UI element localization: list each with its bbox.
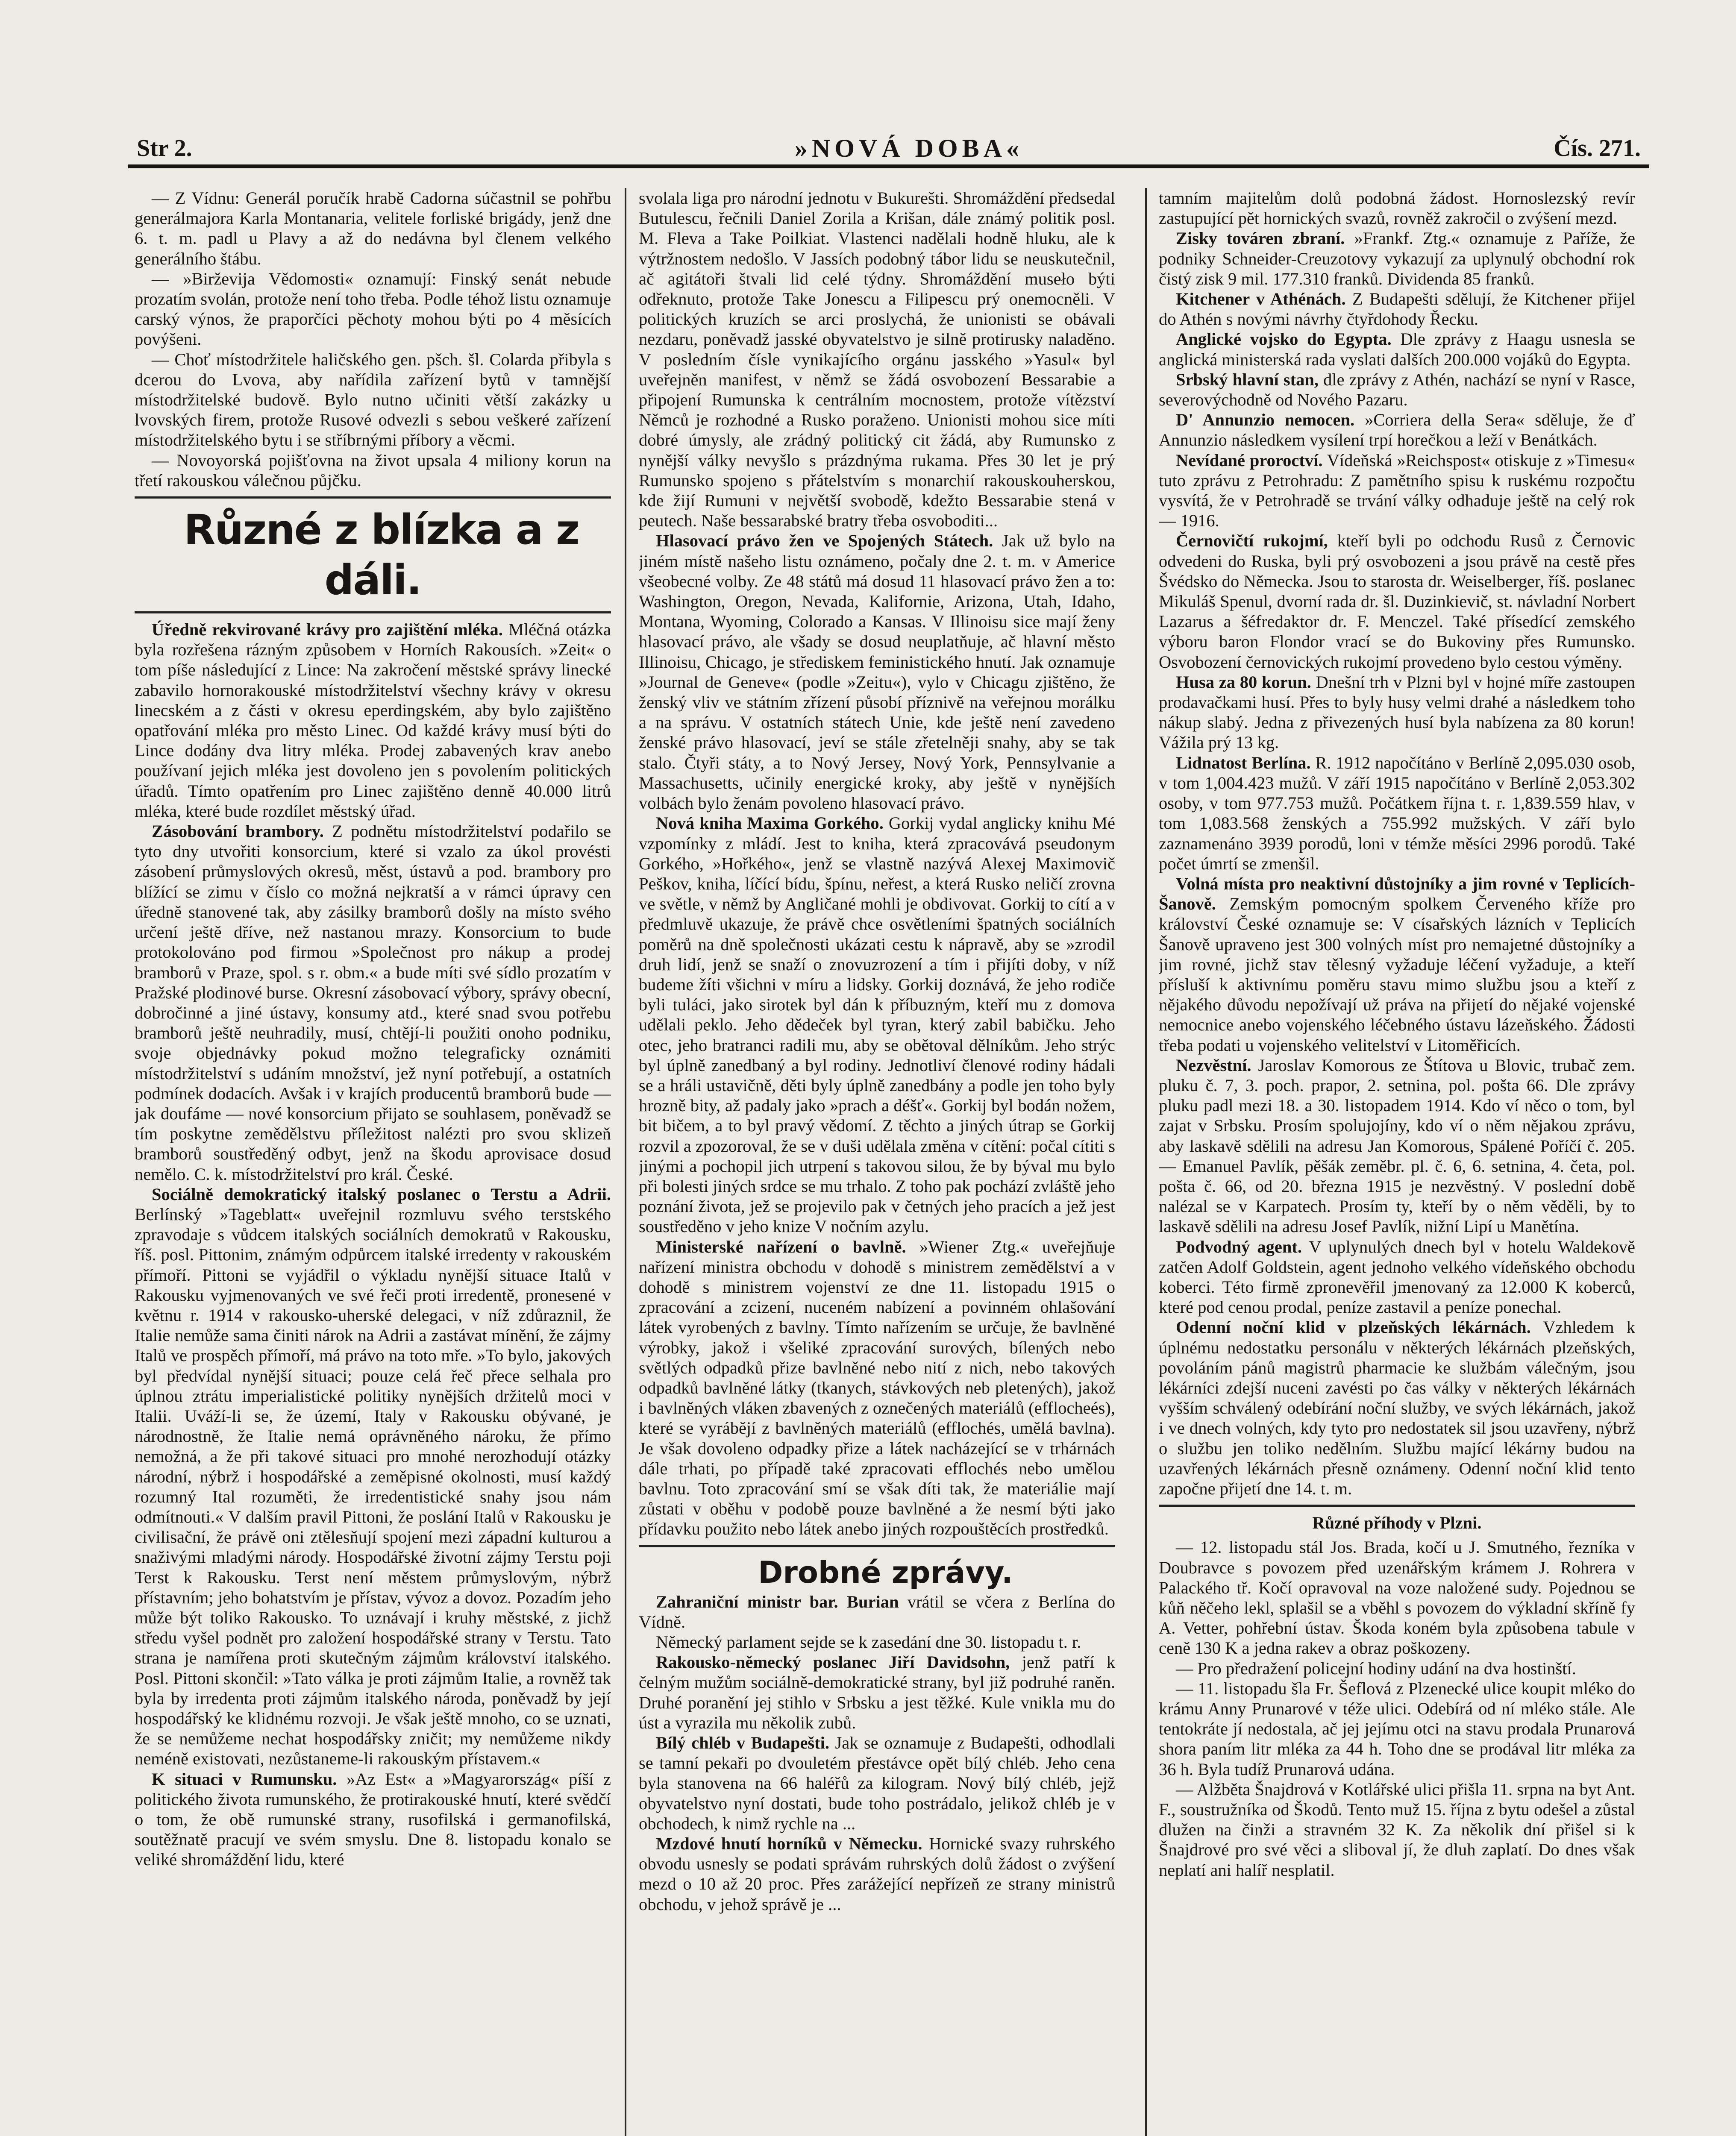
news-item: — Novoyorská pojišťovna na život upsala 4 miliony korun na třetí rakouskou válečnou půjčku. bbox=[135, 450, 611, 490]
article-body: Mléčná otázka byla rozřešena rázným způsobem v Horních Rakousích. »Zeit« o tom píše následující z Lince: Na zakročení městské správy linecké zabavilo hornorakouské místodržitelství všechny krávy v okresu linecském a z části v okresu eperdingském, aby bylo zajištěno opatřování mléka pro město Linec. Od každé krávy musí býti do Lince dodány dva litry mléka. Prodej zabavených krav anebo používaní jejich mléka jest dovoleno jen s povolením politických úřadů. Tímto opatřením pro Linec zajištěno denně 40.000 litrů mléka, které bude rozdílet městský úřad. bbox=[135, 620, 611, 821]
article bbox=[1159, 450, 1635, 531]
article bbox=[1159, 370, 1635, 410]
brief bbox=[639, 1652, 1115, 1733]
article-body: Vídeňská »Reichspost« otiskuje z »Timesu« tuto zprávu z Petrohradu: Z pamětního spisu k ruskému rozpočtu vysvítá, že v Petrohradě se trvání války odhaduje ještě na celý rok — 1916. bbox=[1159, 450, 1635, 531]
brief bbox=[639, 1632, 1115, 1652]
brief-body: vrátil se včera z Berlína do Vídně. bbox=[639, 1592, 1115, 1631]
divider bbox=[135, 496, 611, 499]
section-title: Různé z blízka a z dáli. bbox=[184, 506, 579, 604]
article bbox=[1159, 410, 1635, 450]
article-head: K situaci v Rumunsku. bbox=[152, 1769, 337, 1789]
local-item: — Alžběta Šnajdrová v Kotlářské ulici přišla 11. srpna na byt Ant. F., soustružníka od Škodů. Tento muž 15. října z bytu odešel a zůstal dlužen na činži a stravném 32 K. Za několik dní přišel si k Šnajdrové pro své věci a sliboval jí, že dluh zaplatí. Do dnes však neplatí ani halíř nesplatil. bbox=[1159, 1779, 1635, 1880]
article-head: Husa za 80 korun. bbox=[1176, 672, 1311, 692]
article-head: Sociálně demokratický italský poslanec o Terstu a Adrii. bbox=[152, 1184, 611, 1204]
article-body: Dle zprávy z Haagu usnesla se anglická ministerská rada vyslati dalších 200.000 vojáků do Egypta. bbox=[1159, 329, 1635, 369]
section-title: Různé příhody v Plzni. bbox=[1312, 1513, 1482, 1533]
article-body: Jaroslav Komorous ze Štítova u Blovic, trubač zem. pluku č. 7, 3. poch. prapor, 2. setnina, pol. pošta 66. Dle zprávy pluku padl mezi 18. a 30. listopadem 1914. Kdo ví něco o tom, byl zajat v Srbsku. Prosím spolujojíny, kdo ví o něm nějakou zprávu, aby laskavě sdělili na adresu Jan Komorous, Spálené Poříčí č. 205. — Emanuel Pavlík, pěšák zeměbr. pl. č. 6, 6. setnina, 4. četa, pol. pošta č. 66, od 20. března 1915 je nezvěstný. V poslední době nalézal se v Karpatech. Prosím ty, kteří by o něm věděli, by to laskavě sdělili na adresu Josef Pavlík, nižní Lipí u Manětína. bbox=[1159, 1055, 1635, 1236]
article bbox=[135, 1769, 611, 1870]
news-item: — Choť místodržitele haličského gen. pšch. šl. Colarda přibyla s dcerou do Lvova, aby nařídila zařízení bytů v tamnější místodržitelské budově. Bylo nutno učiniti větší zakázky u lvovských firem, protože Rusové odvezli s sebou veškeré zařízení místodržitelského bytu i se stříbrnými příbory a věcmi. bbox=[135, 349, 611, 450]
article-head: Lidnatost Berlína. bbox=[1176, 753, 1311, 772]
article bbox=[1159, 1317, 1635, 1499]
brief-head: Mzdové hnutí horníků v Německu. bbox=[656, 1834, 922, 1854]
local-item: — Pro předražení policejní hodiny udání na dva hostinští. bbox=[1176, 1658, 1576, 1678]
article-head: Hlasovací právo žen ve Spojených Státech. bbox=[656, 531, 993, 551]
article-head: Zásobování brambory. bbox=[152, 822, 324, 841]
article-body: »Corriera della Sera« sděluje, že ď Annunzio následkem vysílení trpí horečkou a leží v Benátkách. bbox=[1159, 410, 1635, 450]
article-body: Z podnětu místodržitelství podařilo se tyto dny utvořiti konsorcium, které si vzalo za úkol provésti zásobení průmyslových okresů, měst, ústavů a pod. brambory pro blížící se zimu v číslo co možná nejkratší a v rámci úpravy cen úředně stanovené tak, aby zásilky bramborů došly na místo svého určení ještě dříve, než nastanou mrazy. Konsorcium to bude protokolováno pod firmou »Společnost pro nákup a prodej bramborů v Praze, spol. s r. obm.« a bude míti své sídlo prozatím v Pražské plodinové burse. Okresní zásobovací výbory, správy obecní, dobročinné a jiné ústavy, konsumy atd., které snad svou potřebu bramborů ještě neuhradily, musí, chtějí-li použiti onoho podniku, svoje objednávky pokud možno telegraficky oznámiti místodržitelství s udáním množství, jež nyní potřebují, a ostatních podmínek dodacích. Avšak i v krajích producentů bramborů bude — jak doufáme — nové konsorcium přijato se souhlasem, poněvadž se tím poskytne zemědělstvu příležitost nalézti pro svou sklizeň bramborů soustředěný odbyt, jenž na škodu aprovisace dosud nemělo. C. k. místodržitelství pro král. České. bbox=[135, 822, 611, 1184]
article-head: Černovičtí rukojmí, bbox=[1176, 531, 1328, 551]
article-body: Zemským pomocným spolkem Červeného kříže pro království České oznamuje se: V císařských lázních v Teplicích Šanově upraveno jest 300 volných míst pro nemajetné důstojníky a jim rovné, jichž stav tělesný vyžaduje léčení vyžaduje, a kteří přísluší k aktivnímu poměru stavu mimo službu jsou a kteří z nějakého důvodu nepožívají už práva na přijetí do nějaké vojenské nemocnice anebo vojenského léčebného ústavu lázeňského. Žádosti třeba podati u vojenského velitelství v Litoměřicích. bbox=[1159, 894, 1635, 1055]
article-head: Odenní noční klid v plzeňských lékárnách. bbox=[1176, 1317, 1531, 1337]
page-header bbox=[128, 130, 1649, 168]
article-body: kteří byli po odchodu Rusů z Černovic odvedeni do Ruska, byli prý osvobozeni a jsou právě na cestě přes Švédsko do Německa. Jsou to starosta dr. Weiselberger, říš. poslanec Mikuláš Spenul, dvorní rada dr. šl. Duzinkievič, st. návladní Norbert Lazarus a šéfredaktor dr. F. Menczel. Také přísedící zemského výboru baron Flondor vrací se do Bukoviny přes Rumunsko. Osvobození černovických rukojmí provedeno bylo cestou výměny. bbox=[1159, 531, 1635, 672]
brief-body: Hornické svazy ruhrského obvodu usnesly se podati správám ruhrských dolů žádost o zvýšení mezd o 10 až 20 proc. Přes zarážející nepřízeň ze strany ministrů obchodu, v jehož správě je ... bbox=[639, 1834, 1115, 1914]
masthead: »NOVÁ DOBA« bbox=[795, 134, 1024, 162]
article bbox=[135, 619, 611, 821]
column-2 bbox=[639, 188, 1115, 2136]
page-number: Str 2. bbox=[137, 135, 192, 161]
divider bbox=[135, 611, 611, 613]
issue-number: Čís. 271. bbox=[1554, 135, 1641, 161]
article bbox=[135, 821, 611, 1184]
article-body: Berlínský »Tageblatt« uveřejnil rozmluvu svého terstského zpravodaje s vůdcem italských sociálních demokratů v Rakousku, říš. posl. Pittonim, známým odpůrcem italské irredenty v rakouském přímoří. Pittoni se vyjádřil o výkladu nynější situace Italů v Rakousku vyjmenovaných ve své řeči proti irredentě, pronesené v květnu r. 1914 v rakousko-uherské delegaci, v níž zdůraznil, že Italie nemůže sama činiti nárok na Adrii a zastávat mínění, že zájmy Italů ve prospěch přímoří, má právo na toto mře. »To bylo, jakových byl předvídal nynější situaci; pouze celá řeč přece selhala pro úplnou ztrátu imperialistické politiky nynějších držitelů moci v Italii. Uváží-li se, že území, Italy v Rakousku obývané, je národnostně, že Italie nemá oprávněného nároku, že přímo nemožná, a že při takové situaci pro mnohé nerozhodují otázky národní, nýbrž i hospodářské a zeměpisné okolnosti, musí každý rozumný Ital rozuměti, že irredentistické snahy jsou nám odmítnouti.« V dalším pravil Pittoni, že poslání Italů v Rakousku je civilisační, že právě oni ztělesňují spojení mezi západní kulturou a snaživými mladými národy. Hospodářské životní zájmy Terstu poji Terst k Rakousku. Terst není městem průmyslovým, nýbrž přístavním; jeho bohatstvím je přístav, vývoz a dovoz. Pozadím jeho může být toliko Rakousko. To uznávají i kruhy městské, z jichž středu vyšel podnět pro založení hospodářské strany v Terstu. Tato strana je namířena proti skutečným zájmům království italského. Posl. Pittoni skončil: »Tato válka je proti zájmům Italie, a rovněž tak byla by irredenta proti zájmům italského národa, poněvadž by její hospodářský ke klidnému rozvoji. Je však ještě mnoho, co se uznati, že se nemůžeme nechat hospodářsky zničit; my nemůžeme nikdy neméně existovati, nezůstaneme-li rakouským přístavem.« bbox=[135, 1204, 611, 1769]
article bbox=[1159, 874, 1635, 1055]
article bbox=[1159, 753, 1635, 874]
article-head: Nová kniha Maxima Gorkého. bbox=[656, 813, 884, 833]
news-item: — Z Vídnu: Generál poručík hrabě Cadorna súčastnil se pohřbu generálmajora Karla Montanaria, velitele forliské brigády, jenž dne 6. t. m. padl u Plavy a až do nedávna byl členem velkého generálního štábu. bbox=[135, 188, 611, 268]
article-head: Nevídané proroctví. bbox=[1176, 450, 1323, 470]
article-continued: tamním majitelům dolů podobná žádost. Hornoslezský revír zastupující pět hornických svazů, rovněž zakročil o zvýšení mezd. bbox=[1159, 188, 1635, 228]
brief-body: Jak se oznamuje z Budapešti, odhodlali se tamní pekaři po dvouletém přestávce opět bílý chléb. Jeho cena byla stanovena na 66 haléřů za kilogram. Nový bílý chléb, jejž obyvatelstvo nyní dostati, bude toho postrádalo, jelikož chléb je v obchodech, k nimž rychle na ... bbox=[639, 1733, 1115, 1833]
article bbox=[1159, 1055, 1635, 1237]
article-head: Srbský hlavní stan, bbox=[1176, 370, 1319, 389]
article-body: V uplynulých dnech byl v hotelu Waldekově zatčen Adolf Goldstein, agent jednoho velkého vídeňského obchodu koberci. Této firmě zpronevěřil jmenovaný za 12.000 K koberců, které pod cenou prodal, peníze zastavil a peníze ponechal. bbox=[1159, 1237, 1635, 1317]
local-item: — 11. listopadu šla Fr. Šeflová z Plzenecké ulice koupit mléko do krámu Anny Prunarové v téže ulici. Odebírá od ní mléko stále. Ale tentokráte jí nedostala, ač jej jejímu otci na stavu prodala Prunarová shora paním litr mléka za 44 h. Toho dne se prodával litr mléka za 36 h. Byla tudíž Prunarová udána. bbox=[1159, 1678, 1635, 1779]
brief bbox=[639, 1834, 1115, 1914]
column-rule-2 bbox=[1145, 188, 1147, 2136]
brief bbox=[639, 1592, 1115, 1632]
article-body: Vzhledem k úplnému nedostatku personálu v některých lékárnách plzeňských, povoláním pánů magistrů pharmacie ke službám válečným, jsou lékárníci zdejší nuceni zavésti po čas války v některých lékárnách vyšším schválený odebírání noční služby, ve svých lékárnách, jakož i ve dnech volných, kdy tyto pro nedostatek sil jsou uzavřeny, nýbrž o službu jen toliko nedělním. Službu mající lékárny budou na uzavřených lékárnách přesně oznámeny. Odenní noční klid tento započne přijetí dne 14. t. m. bbox=[1159, 1317, 1635, 1498]
brief-head: Zahraniční ministr bar. Burian bbox=[656, 1592, 899, 1611]
brief bbox=[639, 1733, 1115, 1834]
divider bbox=[639, 1545, 1115, 1547]
article-head: Nezvěstní. bbox=[1176, 1055, 1251, 1075]
article bbox=[1159, 329, 1635, 369]
news-item: — »Birževija Vědomosti« oznamují: Finský senát nebude prozatím svolán, protože není toho třeba. Podle téhož listu oznamuje carský výnos, že praporčíci pěchoty mohou býti po 4 měsících povýšeni. bbox=[135, 269, 611, 349]
article-head: Zisky továren zbraní. bbox=[1176, 229, 1345, 248]
article-body: R. 1912 napočítáno v Berlíně 2,095.030 osob, v tom 1,004.423 mužů. V září 1915 napočítáno v Berlíně 2,053.302 osoby, v tom 977.753 mužů. Počátkem října t. r. 1,839.559 hlav, v tom 1,083.568 ženských a 755.992 mužských. V září bylo zaznamenáno 3939 porodů, loni v témže měsíci 2996 porodů. Také počet úmrtí se zmenšil. bbox=[1159, 753, 1635, 873]
article-body: »Wiener Ztg.« uveřejňuje nařízení ministra obchodu v dohodě s ministrem zemědělství a v dohodě s ministrem vojenství ze dne 11. listopadu 1915 o zpracování a zcizení, nuceném nabízení a povinném ohlašování látek vyrobených z bavlny. Tímto nařízením se určuje, že bavlněné výrobky, jakož i všeliké zpracování surových, bílených nebo světlých odpadků přize bavlněné nebo nití z nich, nebo takových odpadků bavlněné látky (tkanych, stávkových neb pletených), jakož i bavlněných vláken zbavených z oznečených materiálů (efflocheés), které se vyrábějí z bavlněných materiálů (efflochés, umělá bavlna). Je však dovoleno odpadky přize a látek nacházející se v trhárnách dále trhati, po případě také zpracovati efflochés nebo umělou bavlnu. Toto zpracování smí se však díti tak, že materiálie mají zůstati v oběhu v podobě pouze bavlněné a že nesmí býti jako přídavku použito nebo látek anebo jiných rozpouštěcích prostředků. bbox=[639, 1237, 1115, 1539]
article-head: Anglické vojsko do Egypta. bbox=[1176, 329, 1392, 349]
article-body: dle zprávy z Athén, nachází se nyní v Rasce, severovýchodně od Nového Pazaru. bbox=[1159, 370, 1635, 410]
column-3 bbox=[1159, 188, 1635, 2136]
article bbox=[1159, 228, 1635, 289]
article bbox=[639, 813, 1115, 1236]
article-head: Podvodný agent. bbox=[1176, 1237, 1302, 1256]
divider bbox=[1159, 1505, 1635, 1507]
article bbox=[135, 1184, 611, 1769]
article bbox=[639, 531, 1115, 813]
column-rule-1 bbox=[625, 188, 626, 2136]
article-body: Dnešní trh v Plzni byl v hojné míře zastoupen prodavačkami husí. Přes to byly husy velmi drahé a následkem toho nákup slabý. Jedna z přivezených husí byla nabízena za 80 korun! Vážila prý 13 kg. bbox=[1159, 672, 1635, 752]
brief-head: Rakousko-německý poslanec Jiří Davidsohn, bbox=[656, 1652, 1010, 1672]
article-head: Úředně rekvirované krávy pro zajištění mléka. bbox=[152, 620, 503, 640]
article bbox=[1159, 289, 1635, 329]
brief-body: jenž patří k čelným mužům sociálně-demokratické strany, byl již podruhé raněn. Druhé poranění jej stihlo v Srbsku a jest těžké. Kule vnikla mu do úst a vyrazila mu několik zubů. bbox=[639, 1652, 1115, 1732]
column-1 bbox=[135, 188, 611, 2136]
article-head: Volná místa pro neaktivní důstojníky a jim rovné v Teplicích-Šanově. bbox=[1159, 874, 1635, 914]
local-item: — 12. listopadu stál Jos. Brada, kočí u J. Smutného, řezníka v Doubravce s povozem před uzenářským krámem J. Rohrera v Palackého tř. Kočí opravoval na voze naložené sudy. Pojednou se kůň něčeho lekl, splašil se a vběhl s povozem do výkladní skříně fy A. Vetter, pohřební ústav. Škoda koném byla způsobena tabule v ceně 130 K a jedna rakev a obraz poškozeny. bbox=[1159, 1537, 1635, 1658]
brief-body: Německý parlament sejde se k zasedání dne 30. listopadu t. r. bbox=[656, 1632, 1081, 1652]
article-body: Gorkij vydal anglicky knihu Mé vzpomínky z mládí. Jest to kniha, která zpracovává pseudonym Gorkého, »Hořkého«, jenž se vlastně nazývá Alexej Maximovič Peškov, kniha, líčící bídu, špínu, neřest, a která Rusko neličí zrovna ve světle, v němž by Angličané mohli je obdivovat. Gorkij to cítí a v předmluvě ukazuje, že právě chce osvětleními špatných sociálních poměrů na dně společnosti ukázati cestu k nápravě, aby se »zrodil druh lidí, jenž se snaží o znovuzrození a tím i přijíti doby, v níž budeme žíti všichni v míru a lidsky. Gorkij doznává, že jeho rodiče byli tuláci, jako sirotek byl dán k příbuzným, kteří mu z domova udělali peklo. Jeho dědeček byl tyran, který zabil babičku. Jeho otec, jeho bratranci radili mu, aby se obětoval dělníkům. Jeho strýc byl úplně zanedbaný a byl rodiny. Jednotliví členové rodiny hádali se a hráli ustavičně, děti byly úplně zanedbány a podle jen toho byly hrozně bity, až padaly jako »prach a déšť«. Gorkij byl bodán nožem, bit bičem, a to byl pravý vědomí. Z těchto a jiných útrap se Gorkij rozvil a zpozoroval, že se v duši udělala změna v cítění: počal cítiti s jinými a pochopil jich utrpení s takovou silou, že by býval mu bylo při bolesti jiných srdce se mu trhalo. Z toho pak pochází zvláště jeho poznání života, jež se projevilo pak v četných jeho pracích a jež jest soustředěno v jeho knize V nočním azylu. bbox=[639, 813, 1115, 1236]
article-continued: svolala liga pro národní jednotu v Bukurešti. Shromáždění předsedal Butulescu, řečnili Daniel Zorila a Krišan, dále známý politik posl. M. Fleva a Take Poilkiat. Vlastenci nadělali hodně hluku, ale k výtržnostem nedošlo. V Jassích podobný tábor lidu se neuskutečnil, ač agitátoři štvali lid celé týdny. Shromáždění museło býti odřeknuto, protože Take Jonescu a Filipescu prý onemocněli. V politických kruzích se arci proslychá, že unionisti se obávali nezdaru, poněvadž jasské obyvatelstvo je silně protirusky naladěno. V posledním čísle vynikajícího orgánu jasského »Yasul« byl uveřejněn manifest, v němž se žádá osvobození Bessarabie a připojení Rumunska k centrálním mocnostem, protože vítězství Němců je rozhodné a Rusko poraženo. Unionisti mohou sice míti dobré úmysly, ale zrádný politický cit žádá, aby Rumunsko z nynější války nevyšlo s prázdnýma rukama. Přes 30 let je prý Rumunsko spojeno s přátelstvím s monarchií rakouskouherskou, kde žijí Rumuni v největší svobodě, kdežto Bessarabie stená v peutech. Naše bessarabské bratry třeba osvoboditi... bbox=[639, 188, 1115, 531]
article bbox=[639, 1237, 1115, 1539]
article bbox=[1159, 531, 1635, 672]
brief-head: Bílý chléb v Budapešti. bbox=[656, 1733, 830, 1753]
article-head: D' Annunzio nemocen. bbox=[1176, 410, 1355, 430]
article bbox=[1159, 672, 1635, 753]
article-body: Jak už bylo na jiném místě našeho listu oznámeno, počaly dne 2. t. m. v Americe všeobecné volby. Ze 48 států má dosud 11 hlasovací právo žen a to: Washington, Oregon, Nevada, Kalifornie, Arizona, Utah, Idaho, Montana, Wyoming, Colorado a Kansas. V Illinoisu sice mají ženy hlasovací právo, ale všady se dosud neuplatňuje, ač hlavní město Illinoisu, Chicago, je střediskem feministického hnutí. Jak oznamuje »Journal de Geneve« (podle »Zeitu«), vylo v Chicagu zjištěno, že ženský vliv ve státním zřízení působí příznivě na veřejnou morálku a na správu. V ostatních státech Unie, kde ještě není zavedeno ženské právo hlasovací, jeví se stále zřetelněji snahy, aby se tak stalo. Čtyři státy, a to Nový Jersey, Nový York, Pennsylvanie a Massachusetts, učinily energické kroky, aby ještě v nynějších volbách bylo ženám povoleno hlasovací právo. bbox=[639, 531, 1115, 813]
article-head: Ministerské nařízení o bavlně. bbox=[656, 1237, 906, 1256]
article-body: »Frankf. Ztg.« oznamuje z Paříže, že podniky Schneider-Creuzotovy vykazují za uplynulý obchodní rok čistý zisk 9 mil. 177.310 franků. Dividenda 85 franků. bbox=[1159, 229, 1635, 288]
article-body: »Az Est« a »Magyarország« píší z politického života rumunského, že protirakouské hnutí, které svědčí o tom, že obě rumunské strany, rusofilská i germanofilská, soutěžnatě pracují ve svém smyslu. Dne 8. listopadu konalo se veliké shromáždění lidu, které bbox=[135, 1769, 611, 1869]
section-title: Drobné zprávy. bbox=[758, 1555, 1013, 1590]
article bbox=[1159, 1237, 1635, 1317]
article-body: Z Budapešti sdělují, že Kitchener přijel do Athén s novými návrhy čtyřdohody Řecku. bbox=[1159, 289, 1635, 329]
article-head: Kitchener v Athénách. bbox=[1176, 289, 1346, 309]
